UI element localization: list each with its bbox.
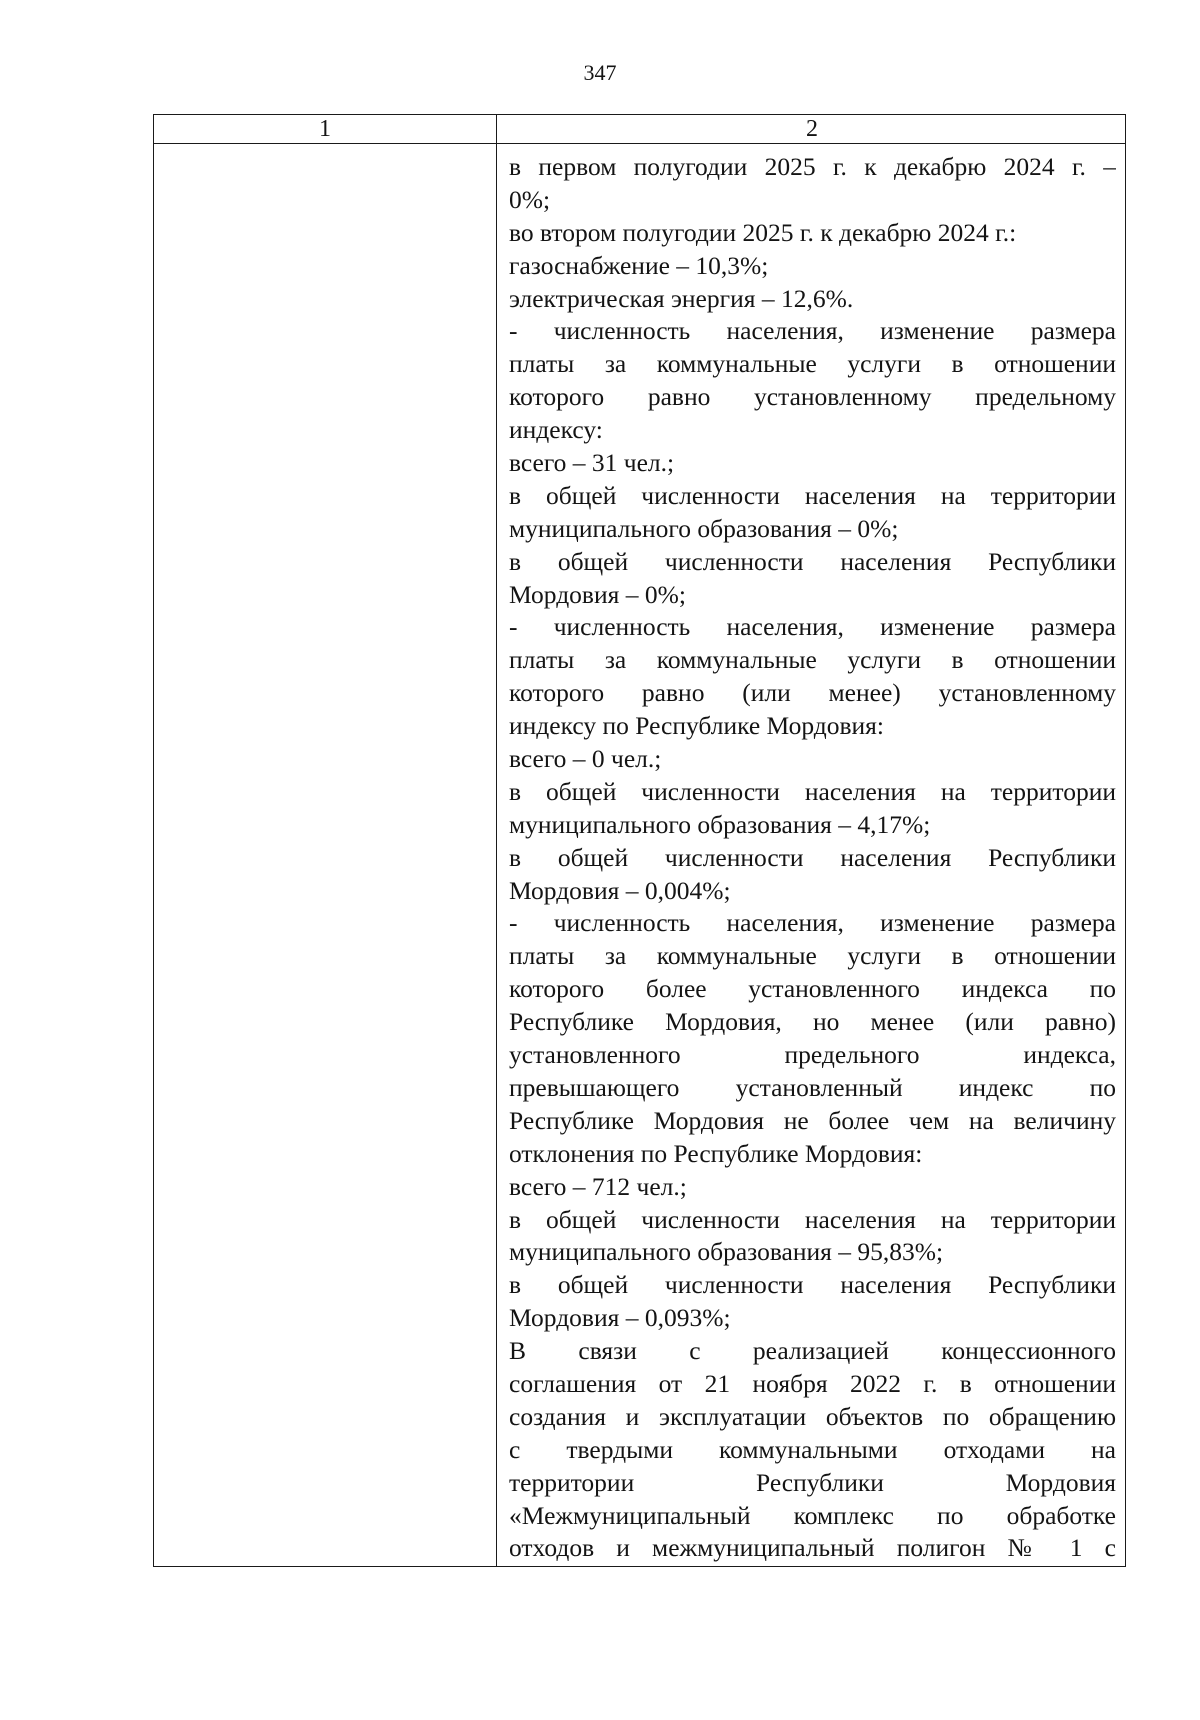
text-line: всего – 31 чел.;	[509, 448, 675, 478]
text-line: Мордовия – 0,093%;	[509, 1303, 731, 1333]
text-line: с твердыми коммунальными отходами на	[509, 1434, 1116, 1464]
text-line: муниципального образования – 4,17%;	[509, 809, 931, 839]
text-line: в общей численности населения на территории	[509, 776, 1116, 806]
text-line: - численность населения, изменение размера	[509, 316, 1116, 346]
text-line: всего – 712 чел.;	[509, 1171, 687, 1201]
text-line: муниципального образования – 0%;	[509, 513, 899, 543]
text-line: территории Республики Мордовия	[509, 1467, 1116, 1497]
text-line: электрическая энергия – 12,6%.	[509, 283, 854, 313]
text-line: В связи с реализацией концессионного	[509, 1336, 1116, 1366]
column-header-1: 1	[319, 116, 331, 142]
text-line: платы за коммунальные услуги в отношении	[509, 645, 1116, 675]
text-line: Мордовия – 0%;	[509, 579, 686, 609]
text-line: в общей численности населения на территории	[509, 480, 1116, 510]
column-divider	[496, 115, 497, 1566]
text-line: в общей численности населения Республики	[509, 1270, 1116, 1300]
text-line: Мордовия – 0,004%;	[509, 875, 731, 905]
text-line: которого более установленного индекса по	[509, 974, 1116, 1004]
text-line: индексу:	[509, 415, 603, 445]
text-line: в общей численности населения на территории	[509, 1204, 1116, 1234]
text-line: превышающего установленный индекс по	[509, 1072, 1116, 1102]
text-line: создания и эксплуатации объектов по обращению	[509, 1401, 1116, 1431]
page-number: 347	[583, 60, 617, 85]
text-line: в первом полугодии 2025 г. к декабрю 2024 г. –	[509, 152, 1116, 181]
text-line: платы за коммунальные услуги в отношении	[509, 941, 1116, 971]
text-line: соглашения от 21 ноября 2022 г. в отношении	[509, 1368, 1116, 1398]
text-line: которого равно (или менее) установленному	[509, 678, 1116, 708]
text-line: газоснабжение – 10,3%;	[509, 250, 769, 280]
text-line: во втором полугодии 2025 г. к декабрю 2024 г.:	[509, 217, 1017, 247]
text-line: в общей численности населения Республики	[509, 842, 1116, 872]
text-line: муниципального образования – 95,83%;	[509, 1237, 944, 1267]
text-line: которого равно установленному предельному	[509, 382, 1116, 412]
text-line: Республике Мордовия не более чем на величину	[509, 1105, 1116, 1135]
text-line: - численность населения, изменение размера	[509, 908, 1116, 938]
text-line: - численность населения, изменение размера	[509, 612, 1116, 642]
text-line: отходов и межмуниципальный полигон № 1 с	[509, 1533, 1116, 1563]
text-line: индексу по Республике Мордовия:	[509, 711, 884, 741]
text-line: отклонения по Республике Мордовия:	[509, 1138, 923, 1168]
table-header-row	[154, 115, 1125, 144]
text-line: всего – 0 чел.;	[509, 744, 662, 774]
text-line: «Межмуниципальный комплекс по обработке	[509, 1500, 1116, 1530]
text-line: в общей численности населения Республики	[509, 546, 1116, 576]
text-line: установленного предельного индекса,	[509, 1040, 1116, 1070]
document-table	[153, 114, 1126, 1567]
text-line: 0%;	[509, 184, 551, 214]
table-cell-column-2	[509, 151, 1116, 1565]
column-header-2: 2	[806, 116, 818, 142]
text-line: Республике Мордовия, но менее (или равно)	[509, 1007, 1116, 1037]
text-line: платы за коммунальные услуги в отношении	[509, 349, 1116, 379]
